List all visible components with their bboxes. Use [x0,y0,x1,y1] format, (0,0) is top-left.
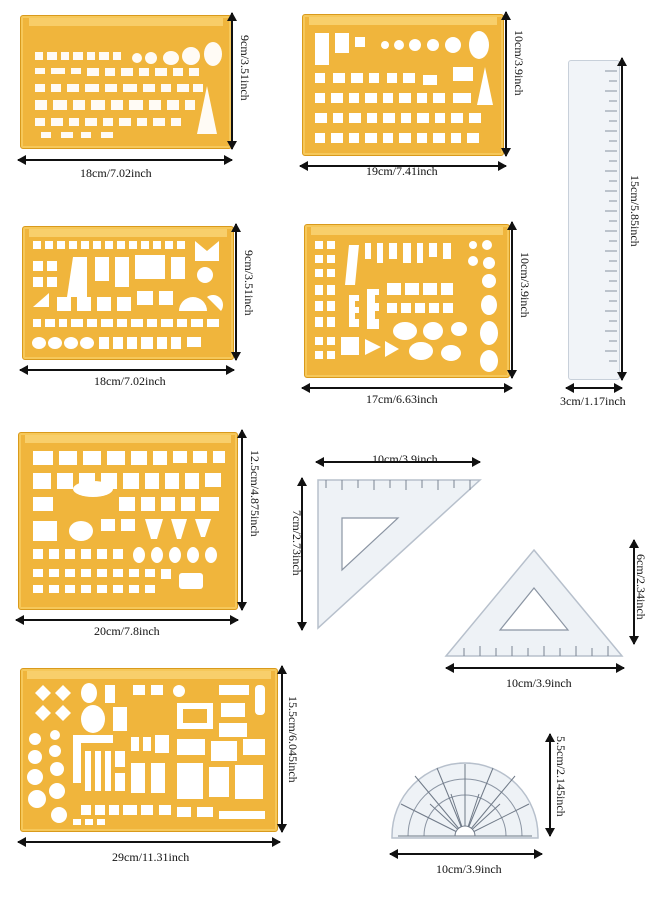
template-3-width-dimension [20,364,234,374]
template-1-width-label: 18cm/7.02inch [80,166,152,180]
template-6-width-label: 29cm/11.31inch [112,850,190,864]
triangle-2-height-label: 6cm/2.34inch [634,554,648,620]
template-2-height-dimension [500,12,510,156]
template-3-cutouts [23,227,233,359]
ruler-width-label: 3cm/1.17inch [560,394,626,408]
triangle-2-width-label: 10cm/3.9inch [506,676,572,690]
drafting-template-5 [18,432,238,610]
template-3-height-label: 9cm/3.51inch [242,250,256,316]
template-4-height-label: 10cm/3.9inch [518,252,532,318]
ruler-height-dimension [616,58,626,380]
triangle-2-width-dimension [446,662,624,672]
template-1-width-dimension [18,154,232,164]
drafting-template-4 [304,224,510,378]
template-4-height-dimension [506,222,516,378]
triangle-1-height-label: 7cm/2.73inch [290,510,304,576]
ruler-ticks [569,61,619,379]
triangle-1-width-label: 10cm/3.9inch [372,452,438,466]
template-5-width-label: 20cm/7.8inch [94,624,160,638]
template-4-width-label: 17cm/6.63inch [366,392,438,406]
triangle-ruler-2 [444,548,624,660]
template-4-cutouts [305,225,509,377]
template-2-height-label: 10cm/3.9inch [512,30,526,96]
template-2-width-label: 19cm/7.41inch [366,164,438,178]
template-6-width-dimension [18,836,280,846]
ruler-height-label: 15cm/5.85inch [628,175,642,247]
clear-ruler [568,60,620,380]
template-6-height-label: 15.5cm/6.045inch [286,696,300,783]
template-3-width-label: 18cm/7.02inch [94,374,166,388]
template-1-height-label: 9cm/3.51inch [238,35,252,101]
template-4-width-dimension [302,382,512,392]
drafting-template-1 [20,15,232,149]
protractor [390,734,540,840]
protractor-width-label: 10cm/3.9inch [436,862,502,876]
ruler-width-dimension [566,382,622,392]
template-5-cutouts [19,433,237,609]
template-1-height-dimension [226,13,236,149]
template-2-cutouts [303,15,503,155]
template-5-height-label: 12.5cm/4.875inch [248,450,262,537]
drafting-template-6 [20,668,278,832]
protractor-width-dimension [390,848,542,858]
triangle-2-shape [444,548,624,660]
drafting-template-3 [22,226,234,360]
protractor-shape [390,734,540,840]
protractor-height-label: 5.5cm/2.145inch [554,736,568,817]
template-6-cutouts [21,669,277,831]
template-3-height-dimension [230,224,240,360]
template-5-height-dimension [236,430,246,610]
drafting-template-2 [302,14,504,156]
template-5-width-dimension [16,614,238,624]
template-1-cutouts [21,16,231,148]
